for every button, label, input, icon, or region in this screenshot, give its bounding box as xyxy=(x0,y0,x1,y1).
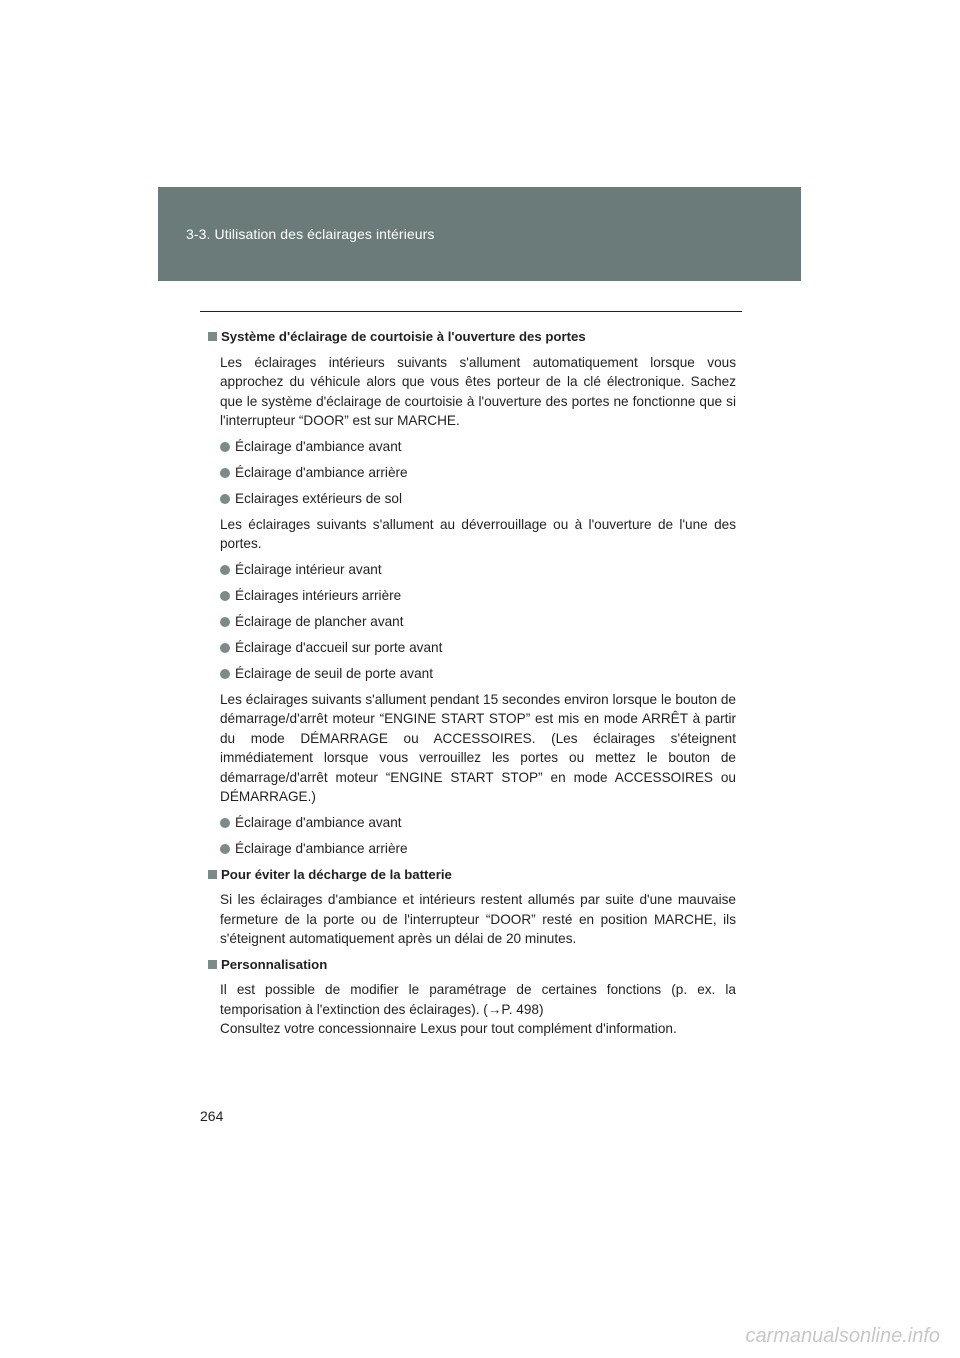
bullet-dot-icon xyxy=(220,669,230,679)
square-bullet-icon xyxy=(208,332,217,341)
bullet-dot-icon xyxy=(220,468,230,478)
heading-text: Système d'éclairage de courtoisie à l'ouverture des portes xyxy=(221,329,586,344)
paragraph: Il est possible de modifier le paramétrage de certaines fonctions (p. ex. la temporisation à l'extinction des éclairages). (→P. 498) xyxy=(220,982,736,1017)
bullet-dot-icon xyxy=(220,844,230,854)
paragraph: Les éclairages intérieurs suivants s'allument automatiquement lorsque vous approchez du véhicule alors que vous êtes porteur de la clé électronique. Sachez que le système d'éclairage de courtoisie à l'ouverture des portes ne fonctionne que si l'interrupteur “DOOR” est sur MARCHE. xyxy=(220,354,736,428)
heading-courtesy-lighting xyxy=(200,327,742,347)
heading-battery-discharge xyxy=(200,865,742,885)
chapter-header-band xyxy=(158,187,801,281)
square-bullet-icon xyxy=(208,960,217,969)
heading-text: Pour éviter la décharge de la batterie xyxy=(221,866,452,882)
header-rule xyxy=(200,311,742,312)
list-item: Éclairage de seuil de porte avant xyxy=(220,664,742,684)
bullet-dot-icon xyxy=(220,818,230,828)
square-bullet-icon xyxy=(208,870,217,879)
bullet-dot-icon xyxy=(220,442,230,452)
paragraph: Les éclairages suivants s'allument au déverrouillage ou à l'ouverture de l'une des portes. xyxy=(220,516,736,551)
list-item: Éclairage d'ambiance arrière xyxy=(220,839,742,859)
page-number: 264 xyxy=(200,1108,224,1124)
watermark: carmanualsonline.info xyxy=(745,1325,940,1347)
heading-customization xyxy=(200,955,742,975)
bullet-dot-icon xyxy=(220,617,230,627)
heading-text: Personnalisation xyxy=(221,956,328,972)
list-item: Eclairages extérieurs de sol xyxy=(220,489,742,509)
list-item: Éclairage d'ambiance avant xyxy=(220,437,742,457)
paragraph: Les éclairages suivants s'allument pendant 15 secondes environ lorsque le bouton de démarrage/d'arrêt moteur “ENGINE START STOP” est mis en mode ARRÊT à partir du mode DÉMARRAGE ou ACCESSOIRES. (Les éclairages s'éteignent immédiatement lorsque vous verrouillez les portes ou mettez le bouton de démarrage/d'arrêt moteur “ENGINE START STOP” en mode ACCESSOIRES ou DÉMARRAGE.) xyxy=(220,691,736,804)
list-item: Éclairage d'ambiance avant xyxy=(220,813,742,833)
section-title: 3-3. Utilisation des éclairages intérieurs xyxy=(186,226,435,242)
paragraph: Consultez votre concessionnaire Lexus pour tout complément d'information. xyxy=(220,1021,677,1036)
bullet-dot-icon xyxy=(220,565,230,575)
bullet-dot-icon xyxy=(220,591,230,601)
list-item: Éclairage d'accueil sur porte avant xyxy=(220,638,742,658)
bullet-dot-icon xyxy=(220,643,230,653)
paragraph: Si les éclairages d'ambiance et intérieurs restent allumés par suite d'une mauvaise fermeture de la porte ou de l'interrupteur “DOOR” resté en position MARCHE, ils s'éteignent automatiquement après un délai de 20 minutes. xyxy=(220,892,736,946)
list-item: Éclairage intérieur avant xyxy=(220,560,742,580)
bullet-dot-icon xyxy=(220,494,230,504)
list-item: Éclairages intérieurs arrière xyxy=(220,586,742,606)
list-item: Éclairage de plancher avant xyxy=(220,612,742,632)
list-item: Éclairage d'ambiance arrière xyxy=(220,463,742,483)
page-content xyxy=(200,327,742,1045)
